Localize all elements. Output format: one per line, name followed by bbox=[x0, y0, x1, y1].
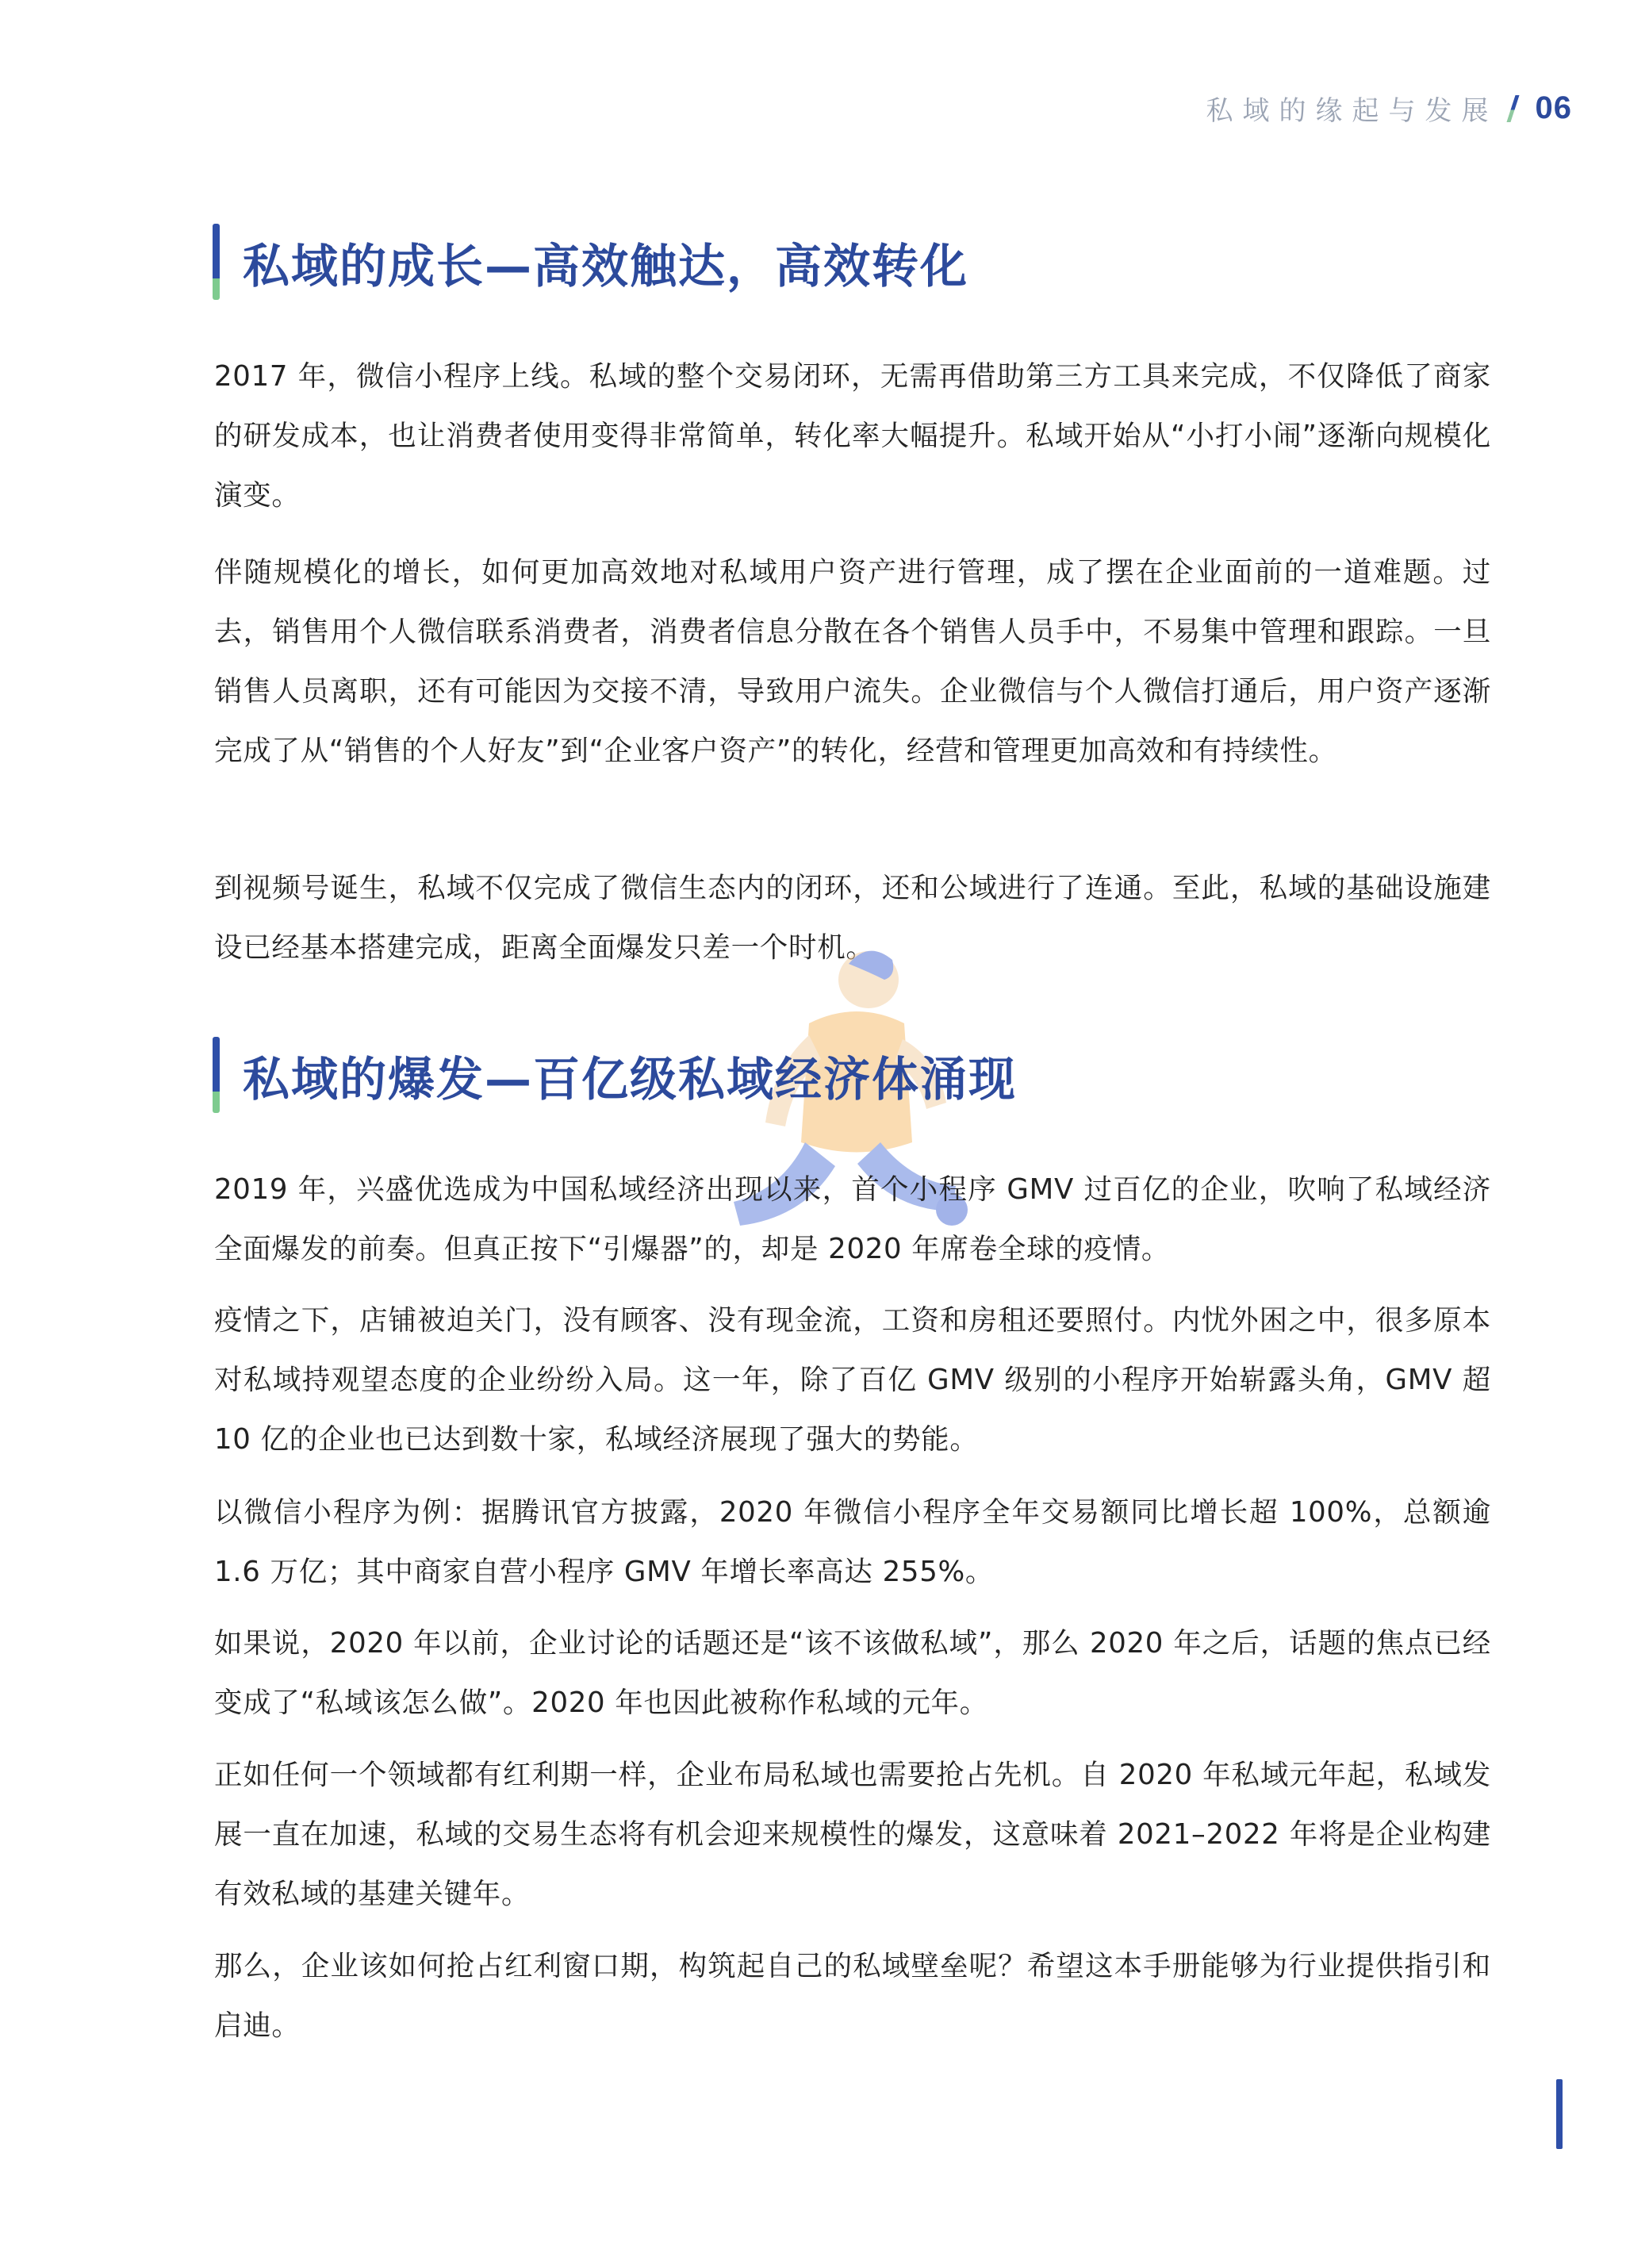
paragraph: 正如任何一个领域都有红利期一样，企业布局私域也需要抢占先机。自 2020 年私域元年起，私域发展一直在加速，私域的交易生态将有机会迎来规模性的爆发，这意味着 2021–2022 年将是企业构建有效私域的基建关键年。 bbox=[214, 1759, 1491, 1910]
running-header bbox=[1206, 89, 1573, 128]
slash-divider bbox=[1506, 95, 1519, 122]
paragraph: 以微信小程序为例：据腾讯官方披露，2020 年微信小程序全年交易额同比增长超 100%，总额逾 1.6 万亿；其中商家自营小程序 GMV 年增长率高达 255%。 bbox=[214, 1496, 1491, 1588]
page-number: 06 bbox=[1535, 90, 1572, 125]
paragraph: 如果说，2020 年以前，企业讨论的话题还是“该不该做私域”，那么 2020 年之后，话题的焦点已经变成了“私域该怎么做”。2020 年也因此被称作私域的元年。 bbox=[214, 1627, 1491, 1719]
section-accent-bar bbox=[213, 224, 220, 300]
page-edge-accent bbox=[1556, 2079, 1563, 2149]
paragraph: 2019 年，兴盛优选成为中国私域经济出现以来，首个小程序 GMV 过百亿的企业，吹响了私域经济全面爆发的前奏。但真正按下“引爆器”的，却是 2020 年席卷全球的疫情。 bbox=[214, 1173, 1491, 1265]
paragraph: 2017 年，微信小程序上线。私域的整个交易闭环，无需再借助第三方工具来完成，不仅降低了商家的研发成本，也让消费者使用变得非常简单，转化率大幅提升。私域开始从“小打小闹”逐渐向规模化演变。 bbox=[214, 360, 1491, 512]
paragraph: 那么，企业该如何抢占红利窗口期，构筑起自己的私域壁垒呢？希望这本手册能够为行业提供指引和启迪。 bbox=[214, 1950, 1491, 2042]
paragraph: 疫情之下，店铺被迫关门，没有顾客、没有现金流，工资和房租还要照付。内忧外困之中，很多原本对私域持观望态度的企业纷纷入局。这一年，除了百亿 GMV 级别的小程序开始崭露头角，GMV 超 10 亿的企业也已达到数十家，私域经济展现了强大的势能。 bbox=[214, 1304, 1491, 1456]
section-heading-growth bbox=[213, 224, 968, 300]
section-title: 私域的爆发—百亿级私域经济体涌现 bbox=[243, 1051, 1018, 1107]
paragraph: 到视频号诞生，私域不仅完成了微信生态内的闭环，还和公域进行了连通。至此，私域的基础设施建设已经基本搭建完成，距离全面爆发只差一个时机。 bbox=[214, 872, 1491, 964]
section-accent-bar bbox=[213, 1037, 220, 1113]
section-title: 私域的成长—高效触达，高效转化 bbox=[243, 238, 969, 294]
paragraph: 伴随规模化的增长，如何更加高效地对私域用户资产进行管理，成了摆在企业面前的一道难题。过去，销售用个人微信联系消费者，消费者信息分散在各个销售人员手中，不易集中管理和跟踪。一旦销售人员离职，还有可能因为交接不清，导致用户流失。企业微信与个人微信打通后，用户资产逐渐完成了从“销售的个人好友”到“企业客户资产”的转化，经营和管理更加高效和有持续性。 bbox=[214, 556, 1491, 767]
chapter-title: 私域的缘起与发展 bbox=[1206, 95, 1498, 127]
section-heading-explosion bbox=[213, 1037, 1017, 1113]
